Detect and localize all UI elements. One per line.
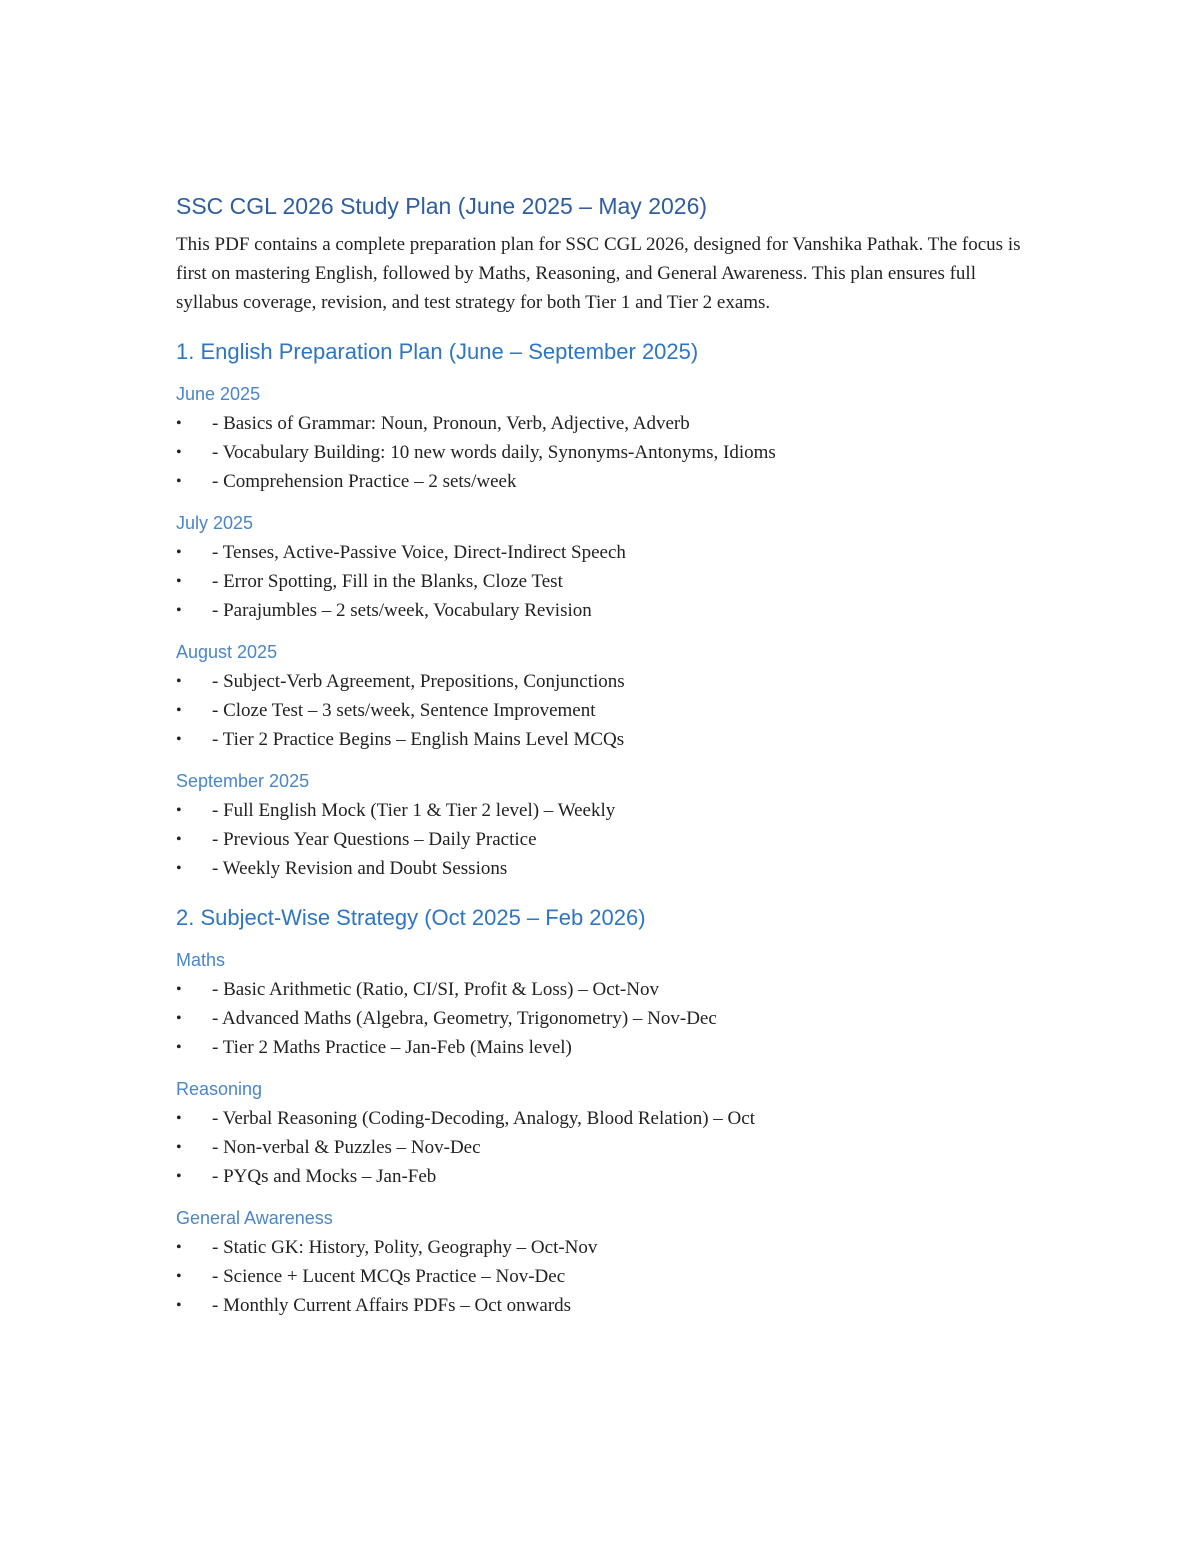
list-item-text: - Science + Lucent MCQs Practice – Nov-Dec <box>212 1266 566 1287</box>
list-item <box>176 1033 1036 1062</box>
list-item <box>176 567 1036 596</box>
bullet-icon: • <box>176 1010 182 1027</box>
subsection-block <box>176 639 1036 754</box>
subsection-heading: Reasoning <box>176 1079 263 1099</box>
list-item-text: - Full English Mock (Tier 1 & Tier 2 level) – Weekly <box>212 800 616 821</box>
list-item <box>176 696 1036 725</box>
subsection-block <box>176 947 1036 1062</box>
subsection-heading: Maths <box>176 950 226 970</box>
list-item-text: - Non-verbal & Puzzles – Nov-Dec <box>212 1137 481 1158</box>
bullet-icon: • <box>176 802 182 819</box>
list-item-text: - Basic Arithmetic (Ratio, CI/SI, Profit & Loss) – Oct-Nov <box>212 979 659 1000</box>
subsection-heading: July 2025 <box>176 513 254 533</box>
subsection-block <box>176 768 1036 883</box>
list-item <box>176 1133 1036 1162</box>
bullet-icon: • <box>176 1039 182 1056</box>
subsection-heading: August 2025 <box>176 642 278 662</box>
bullet-list <box>176 796 1036 883</box>
bullet-icon: • <box>176 1268 182 1285</box>
list-item-text: - Verbal Reasoning (Coding-Decoding, Analogy, Blood Relation) – Oct <box>212 1108 755 1129</box>
subsection-block <box>176 381 1036 496</box>
bullet-icon: • <box>176 981 182 998</box>
bullet-icon: • <box>176 731 182 748</box>
list-item-text: - Comprehension Practice – 2 sets/week <box>212 471 517 492</box>
bullet-icon: • <box>176 473 182 490</box>
list-item-text: - Vocabulary Building: 10 new words daily, Synonyms-Antonyms, Idioms <box>212 442 776 463</box>
bullet-list <box>176 1104 1036 1191</box>
list-item-text: - Subject-Verb Agreement, Prepositions, Conjunctions <box>212 671 625 692</box>
subsection-block <box>176 510 1036 625</box>
subsection-heading: September 2025 <box>176 771 310 791</box>
list-item <box>176 467 1036 496</box>
list-item <box>176 409 1036 438</box>
bullet-list <box>176 975 1036 1062</box>
bullet-icon: • <box>176 1239 182 1256</box>
bullet-icon: • <box>176 544 182 561</box>
document-page <box>176 190 1036 1340</box>
list-item <box>176 1162 1036 1191</box>
bullet-list <box>176 667 1036 754</box>
list-item-text: - Monthly Current Affairs PDFs – Oct onwards <box>212 1295 572 1316</box>
bullet-list <box>176 1233 1036 1320</box>
sections-container <box>176 337 1036 1340</box>
subsection-heading: June 2025 <box>176 384 261 404</box>
list-item-text: - Weekly Revision and Doubt Sessions <box>212 858 508 879</box>
bullet-icon: • <box>176 602 182 619</box>
subsection-block <box>176 1205 1036 1320</box>
list-item <box>176 854 1036 883</box>
list-item-text: - Tier 2 Maths Practice – Jan-Feb (Mains level) <box>212 1037 572 1058</box>
bullet-icon: • <box>176 673 182 690</box>
bullet-icon: • <box>176 1297 182 1314</box>
bullet-icon: • <box>176 1139 182 1156</box>
list-item <box>176 1104 1036 1133</box>
bullet-list <box>176 538 1036 625</box>
bullet-icon: • <box>176 1168 182 1185</box>
list-item <box>176 796 1036 825</box>
list-item-text: - Previous Year Questions – Daily Practice <box>212 829 537 850</box>
list-item <box>176 438 1036 467</box>
list-item-text: - PYQs and Mocks – Jan-Feb <box>212 1166 437 1187</box>
document-title: SSC CGL 2026 Study Plan (June 2025 – May 2026) <box>176 193 708 219</box>
list-item <box>176 1262 1036 1291</box>
bullet-icon: • <box>176 573 182 590</box>
bullet-icon: • <box>176 702 182 719</box>
list-item <box>176 1233 1036 1262</box>
list-item <box>176 725 1036 754</box>
list-item-text: - Static GK: History, Polity, Geography – Oct-Nov <box>212 1237 598 1258</box>
bullet-icon: • <box>176 831 182 848</box>
intro-paragraph: This PDF contains a complete preparation plan for SSC CGL 2026, designed for Vanshika Pathak. The focus is first on mastering English, followed by Maths, Reasoning, and General Awareness. This plan ensures full syllabus coverage, revision, and test strategy for both Tier 1 and Tier 2 exams. <box>176 234 1021 313</box>
list-item-text: - Cloze Test – 3 sets/week, Sentence Improvement <box>212 700 596 721</box>
section-heading: 2. Subject-Wise Strategy (Oct 2025 – Feb 2026) <box>176 905 646 930</box>
bullet-icon: • <box>176 444 182 461</box>
list-item-text: - Advanced Maths (Algebra, Geometry, Trigonometry) – Nov-Dec <box>212 1008 717 1029</box>
bullet-icon: • <box>176 415 182 432</box>
list-item <box>176 1004 1036 1033</box>
bullet-list <box>176 409 1036 496</box>
subsection-block <box>176 1076 1036 1191</box>
list-item <box>176 596 1036 625</box>
bullet-icon: • <box>176 860 182 877</box>
subsection-heading: General Awareness <box>176 1208 333 1228</box>
bullet-icon: • <box>176 1110 182 1127</box>
section-spacer <box>176 1334 1036 1340</box>
list-item-text: - Basics of Grammar: Noun, Pronoun, Verb, Adjective, Adverb <box>212 413 690 434</box>
section-heading: 1. English Preparation Plan (June – September 2025) <box>176 339 699 364</box>
list-item-text: - Parajumbles – 2 sets/week, Vocabulary Revision <box>212 600 592 621</box>
list-item-text: - Error Spotting, Fill in the Blanks, Cloze Test <box>212 571 563 592</box>
list-item-text: - Tier 2 Practice Begins – English Mains Level MCQs <box>212 729 625 750</box>
list-item <box>176 975 1036 1004</box>
list-item <box>176 667 1036 696</box>
list-item-text: - Tenses, Active-Passive Voice, Direct-Indirect Speech <box>212 542 626 563</box>
list-item <box>176 1291 1036 1320</box>
list-item <box>176 825 1036 854</box>
list-item <box>176 538 1036 567</box>
